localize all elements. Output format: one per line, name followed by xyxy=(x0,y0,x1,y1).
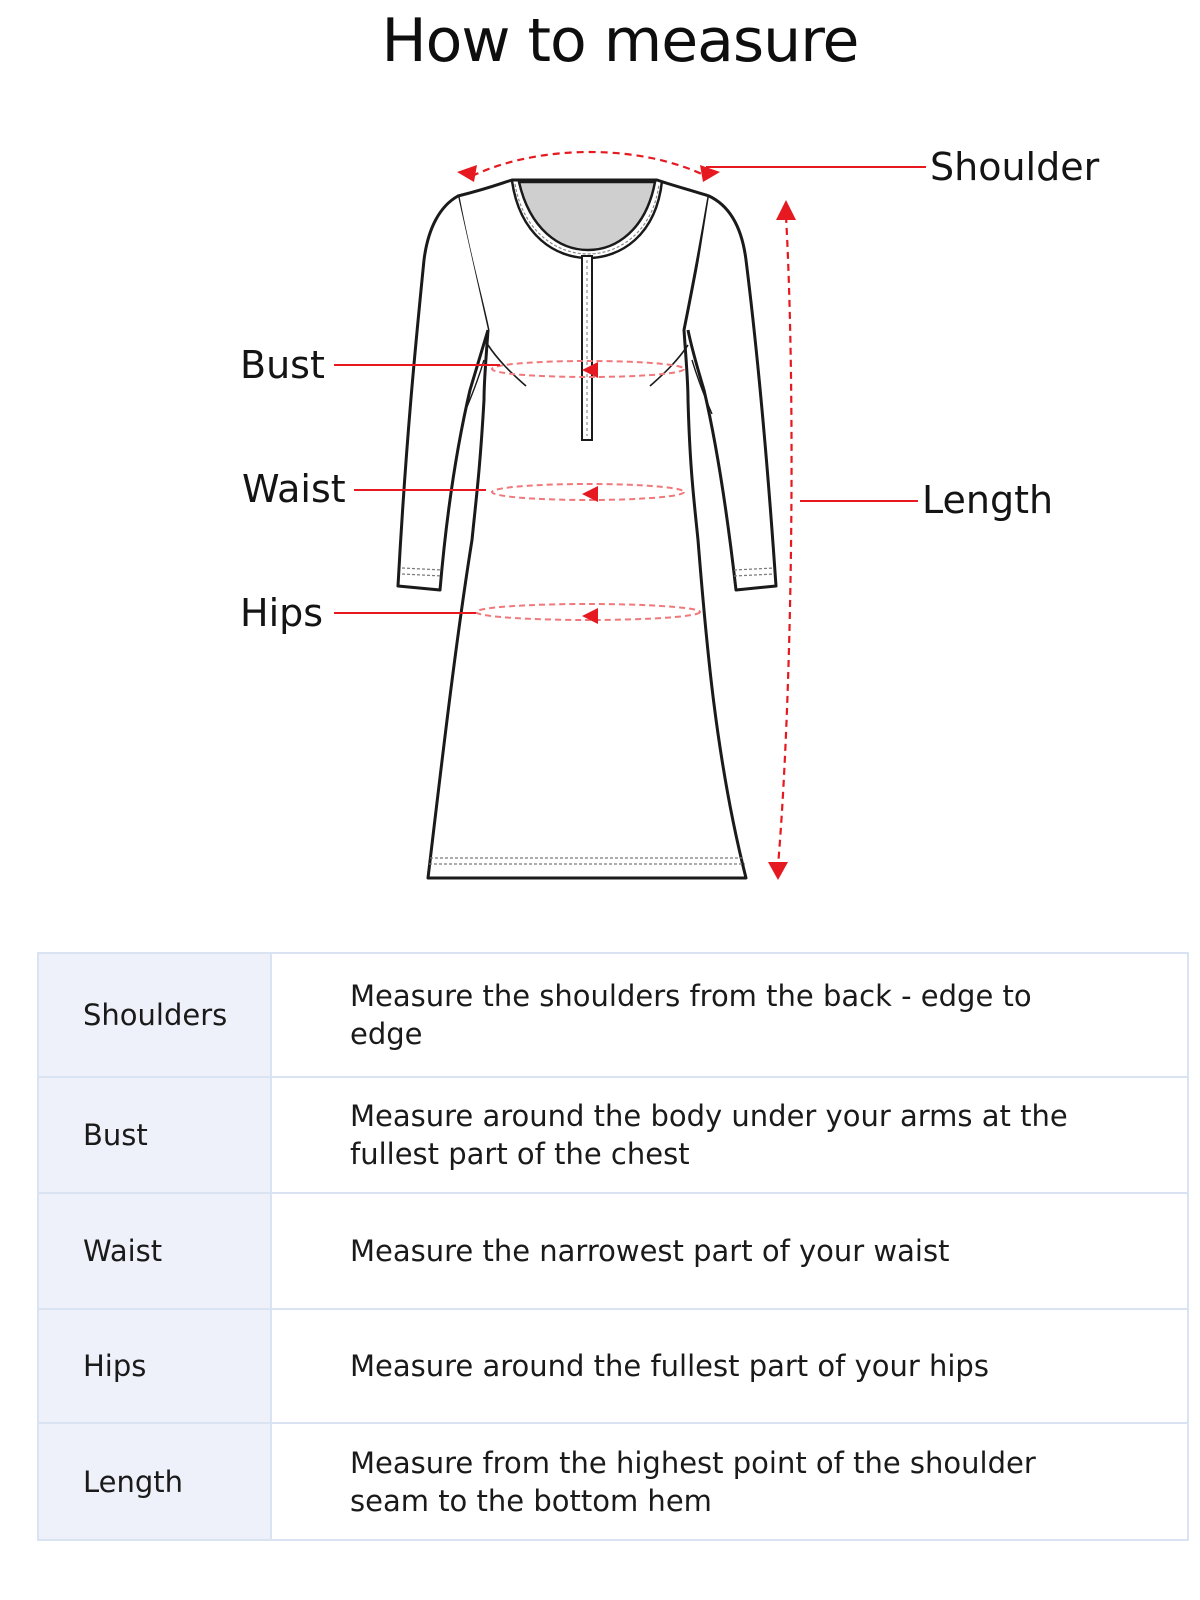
shoulder-label: Shoulder xyxy=(930,145,1100,189)
row-label: Shoulders xyxy=(38,953,271,1077)
row-label: Length xyxy=(38,1423,271,1540)
row-description xyxy=(271,1193,1188,1309)
row-label: Hips xyxy=(38,1309,271,1423)
row-description xyxy=(271,1423,1188,1540)
length-label: Length xyxy=(922,478,1054,522)
row-description-text: Measure around the fullest part of your hips xyxy=(350,1349,989,1383)
length-measurement xyxy=(768,200,1053,880)
table-row xyxy=(38,1309,1188,1423)
waist-label: Waist xyxy=(242,467,346,511)
hips-label: Hips xyxy=(240,591,324,635)
row-label: Waist xyxy=(38,1193,271,1309)
table-row xyxy=(38,953,1188,1077)
row-description-text: Measure the shoulders from the back - edge to edge xyxy=(350,979,1032,1051)
row-description-text: Measure from the highest point of the shoulder seam to the bottom hem xyxy=(350,1445,1036,1518)
dress-illustration xyxy=(398,180,776,878)
table-row xyxy=(38,1193,1188,1309)
row-description-text: Measure around the body under your arms at the fullest part of the chest xyxy=(350,1099,1068,1171)
table-row xyxy=(38,1077,1188,1193)
row-description-text: Measure the narrowest part of your waist xyxy=(350,1234,950,1268)
row-label: Bust xyxy=(38,1077,271,1193)
table-row xyxy=(38,1423,1188,1540)
bust-label: Bust xyxy=(240,343,325,387)
row-description xyxy=(271,1309,1188,1423)
row-description xyxy=(271,953,1188,1077)
row-description xyxy=(271,1077,1188,1193)
measurement-table xyxy=(37,952,1189,1541)
right-sleeve-outline xyxy=(688,196,776,590)
page-title: How to measure xyxy=(381,6,859,76)
